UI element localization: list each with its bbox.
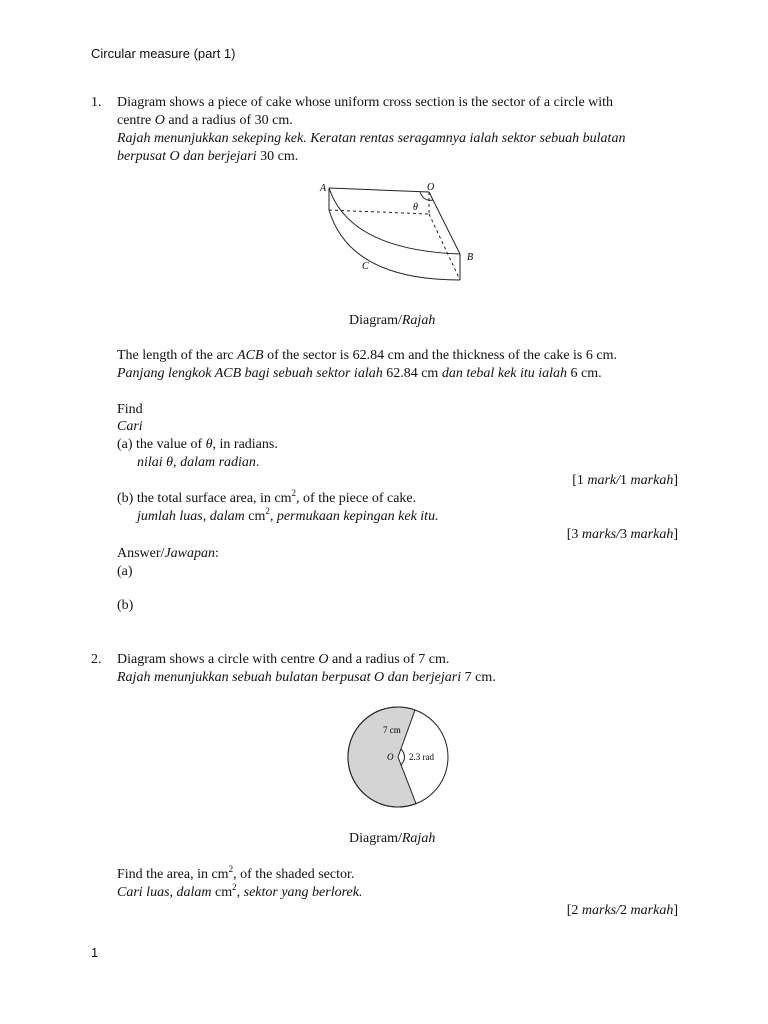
q2-cari: Cari luas, dalam $cm^2$, sektor yang berlorek. (117, 882, 363, 900)
q1-part-b: (b) the total surface area, in $cm^2$, of the piece of cake. (117, 488, 417, 506)
circle-diagram (346, 705, 450, 809)
q1-line1: Diagram shows a piece of cake whose uniform cross section is the sector of a circle with (117, 95, 614, 110)
label-radius: 7 cm (383, 725, 401, 735)
q2-caption: Diagram/Rajah (349, 831, 436, 846)
q1-part-b-ms: jumlah luas, dalam $cm^2$, permukaan kepingan kek itu. (137, 506, 439, 524)
label-o: O (427, 182, 435, 193)
q1-line2: centre O and a radius of 30 cm. (117, 113, 293, 128)
label-c: C (362, 261, 369, 272)
q1-a-marks: [1 mark/1 markah] (572, 473, 678, 488)
label-o: O (387, 752, 394, 762)
q1-b-marks: [3 marks/3 markah] (566, 527, 678, 542)
label-a: A (320, 183, 327, 194)
q1-part-a: (a) the value of θ, in radians. (117, 437, 278, 452)
page-title: Circular measure (part 1) (91, 46, 236, 61)
q1-arc-line2: Panjang lengkok ACB bagi sebuah sektor ialah 62.84 cm dan tebal kek itu ialah 6 cm. (117, 366, 602, 381)
label-theta: θ (413, 202, 418, 213)
q1-answer-a: (a) (117, 564, 133, 579)
label-angle: 2.3 rad (409, 752, 434, 762)
q2-line2: Rajah menunjukkan sebuah bulatan berpusat O dan berjejari 7 cm. (117, 670, 496, 685)
q1-part-a-ms: nilai θ, dalam radian. (137, 455, 260, 470)
cake-diagram (310, 180, 485, 290)
q1-find: Find (117, 402, 143, 417)
q1-caption: Diagram/Rajah (349, 313, 436, 328)
q1-line3: Rajah menunjukkan sekeping kek. Keratan rentas seragamnya ialah sektor sebuah bulatan (117, 131, 626, 146)
page-number: 1 (91, 945, 99, 960)
q1-line4: berpusat O dan berjejari 30 cm. (117, 149, 299, 164)
label-b: B (467, 252, 474, 263)
q1-arc-line1: The length of the arc ACB of the sector is 62.84 cm and the thickness of the cake is 6 cm. (117, 348, 617, 363)
q2-find: Find the area, in $cm^2$, of the shaded sector. (117, 864, 355, 882)
q2-line1: Diagram shows a circle with centre O and a radius of 7 cm. (117, 652, 450, 667)
q1-number: 1. (91, 95, 102, 110)
q1-answer-b: (b) (117, 598, 134, 613)
q2-marks: [2 marks/2 markah] (566, 903, 678, 918)
q1-answer-label: Answer/Jawapan: (117, 546, 219, 561)
q2-number: 2. (91, 652, 102, 667)
shaded-sector (348, 707, 416, 807)
q1-cari: Cari (117, 419, 143, 434)
